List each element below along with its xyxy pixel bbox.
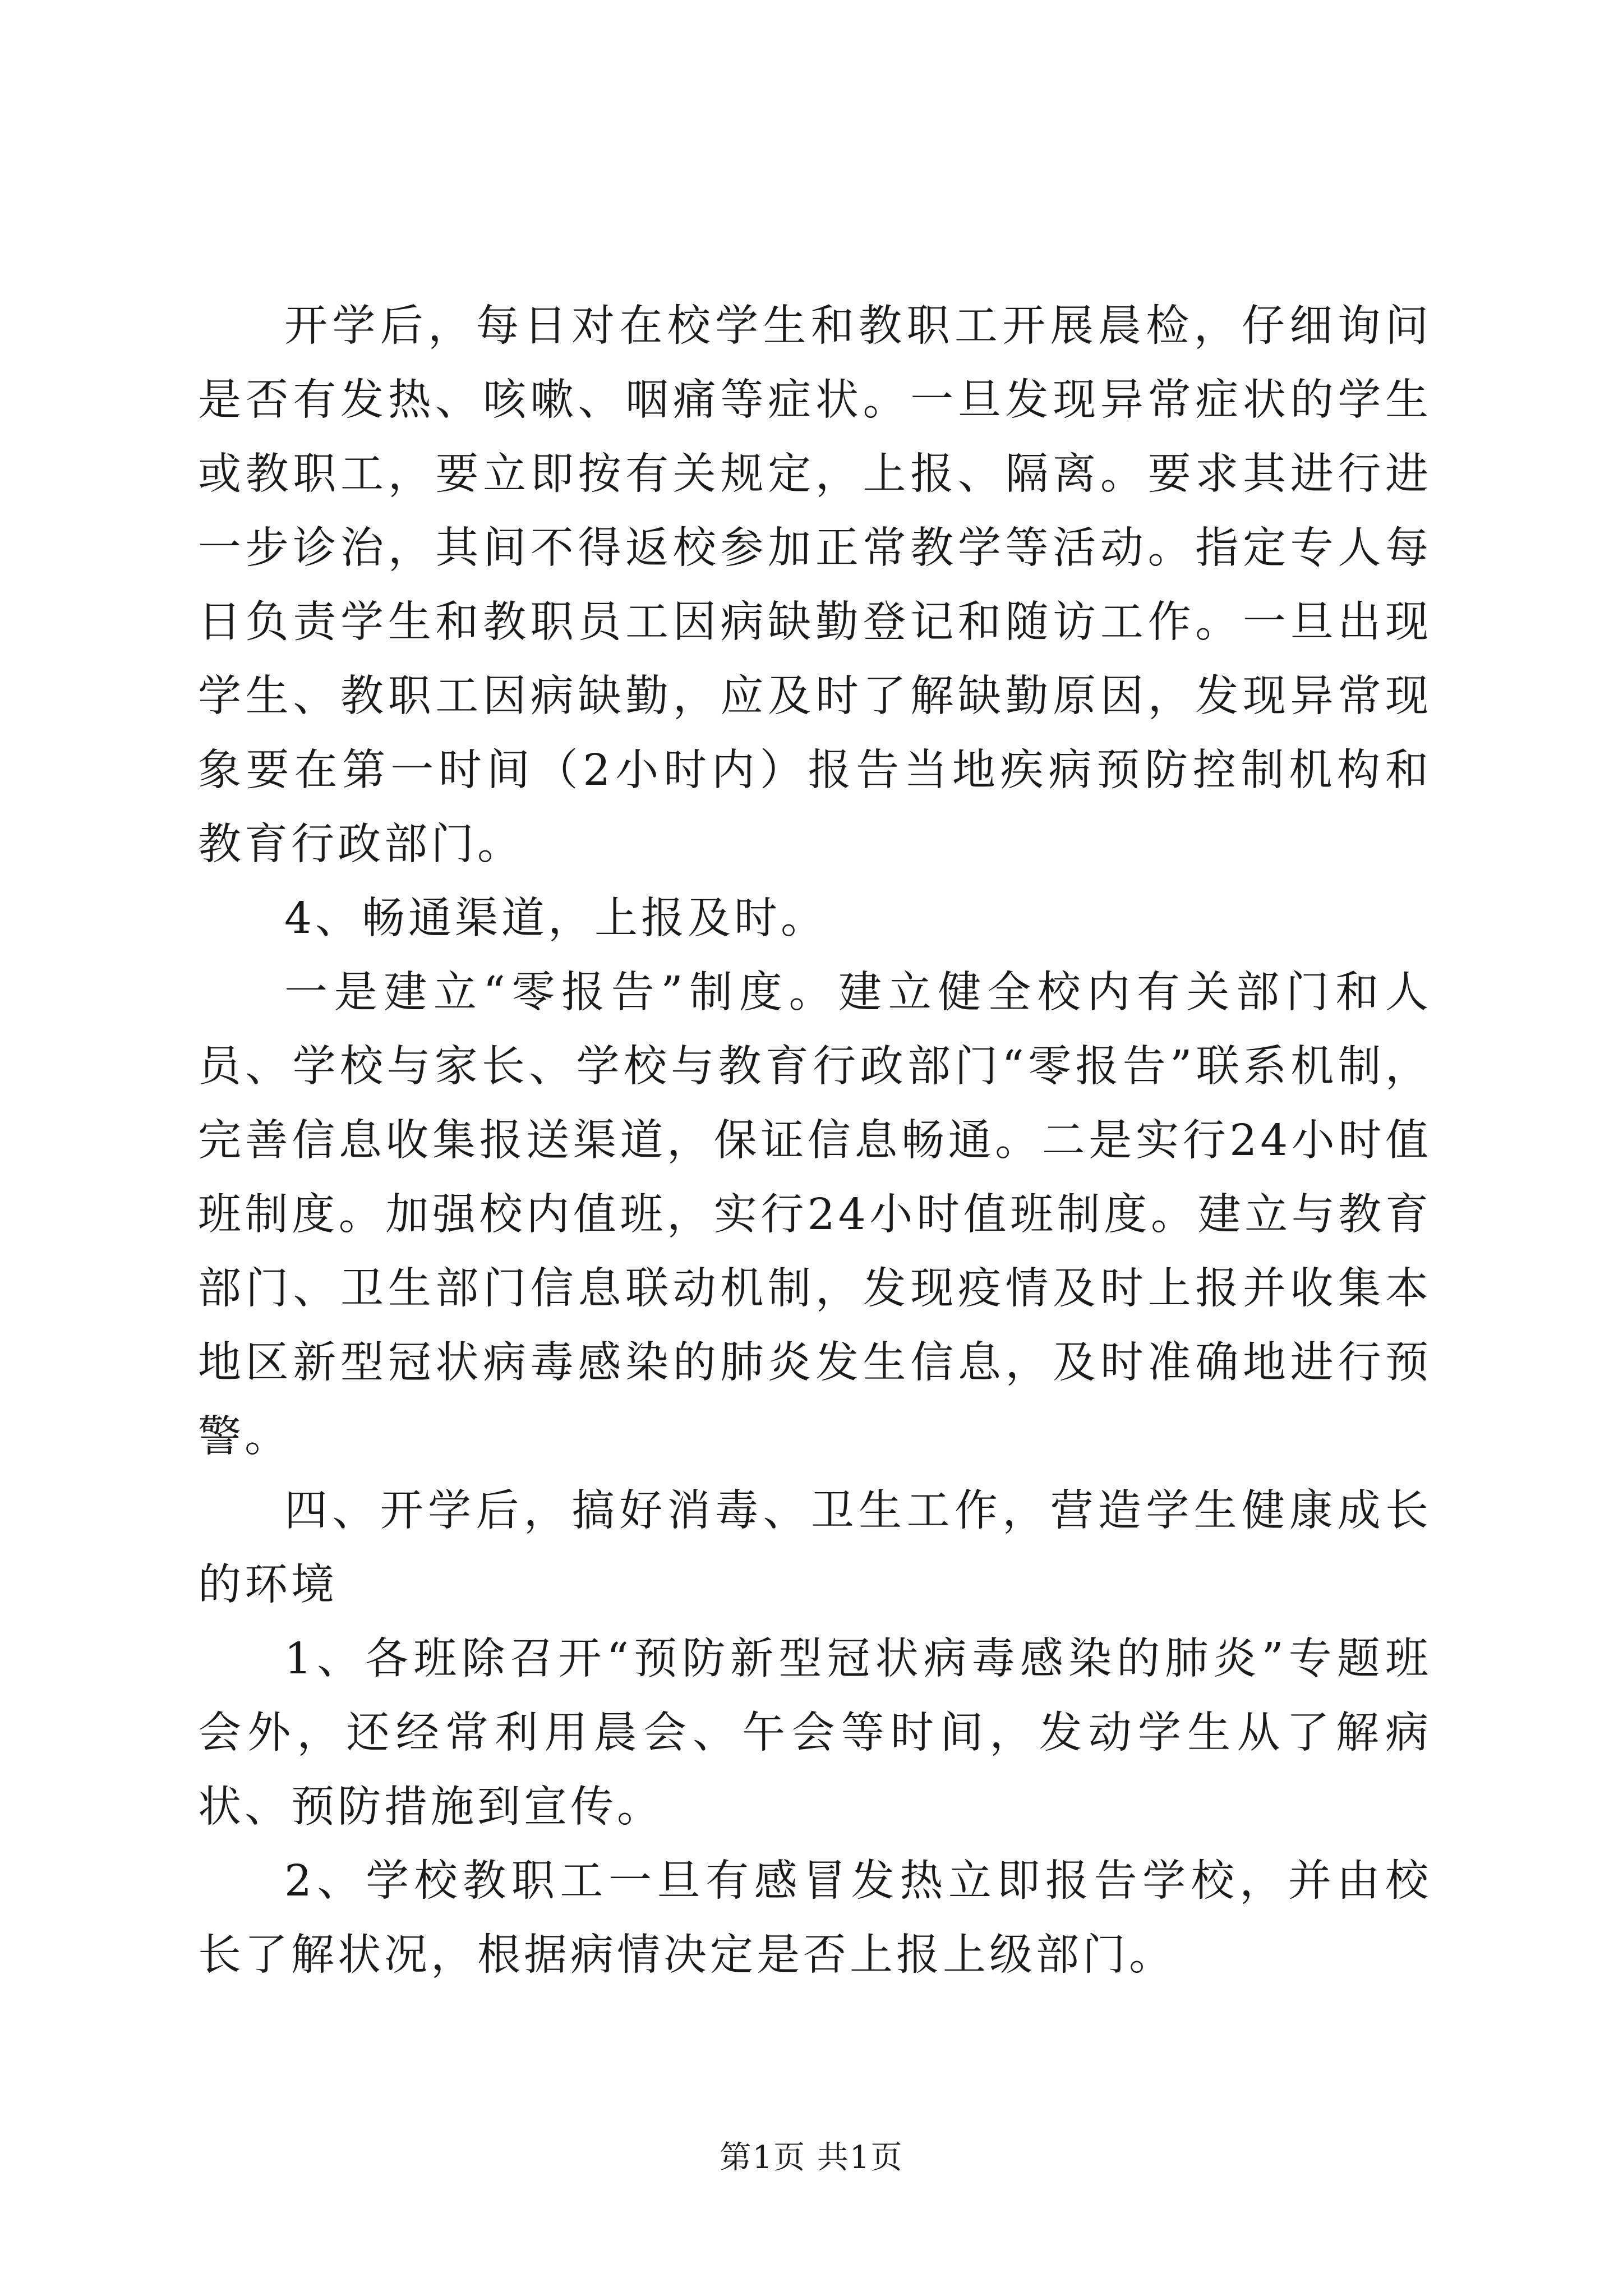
paragraph-heading-disinfection: 四、开学后，搞好消毒、卫生工作，营造学生健康成长的环境	[198, 1486, 1432, 1610]
paragraph-class-meeting: 1、各班除召开“预防新型冠状病毒感染的肺炎”专题班会外，还经常利用晨会、午会等时间，发动学生从了解病状、预防措施到宣传。	[198, 1634, 1432, 1832]
paragraph-zero-report: 一是建立“零报告”制度。建立健全校内有关部门和人员、学校与家长、学校与教育行政部门“零报告”联系机制，完善信息收集报送渠道，保证信息畅通。二是实行24小时值班制度。加强校内值班，实行24小时值班制度。建立与教育部门、卫生部门信息联动机制，发现疫情及时上报并收集本地区新型冠状病毒感染的肺炎发生信息，及时准确地进行预警。	[198, 968, 1432, 1462]
paragraph-staff-report: 2、学校教职工一旦有感冒发热立即报告学校，并由校长了解状况，根据病情决定是否上报上级部门。	[198, 1856, 1432, 1980]
paragraph-heading-channels: 4、畅通渠道，上报及时。	[284, 894, 827, 944]
document-body	[198, 289, 1432, 1993]
page-number-footer: 第1页 共1页	[720, 2139, 903, 2176]
paragraph-morning-check: 开学后，每日对在校学生和教职工开展晨检，仔细询问是否有发热、咳嗽、咽痛等症状。一旦发现异常症状的学生或教职工，要立即按有关规定，上报、隔离。要求其进行进一步诊治，其间不得返校参加正常教学等活动。指定专人每日负责学生和教职员工因病缺勤登记和随访工作。一旦出现学生、教职工因病缺勤，应及时了解缺勤原因，发现异常现象要在第一时间（2小时内）报告当地疾病预防控制机构和教育行政部门。	[198, 301, 1432, 869]
